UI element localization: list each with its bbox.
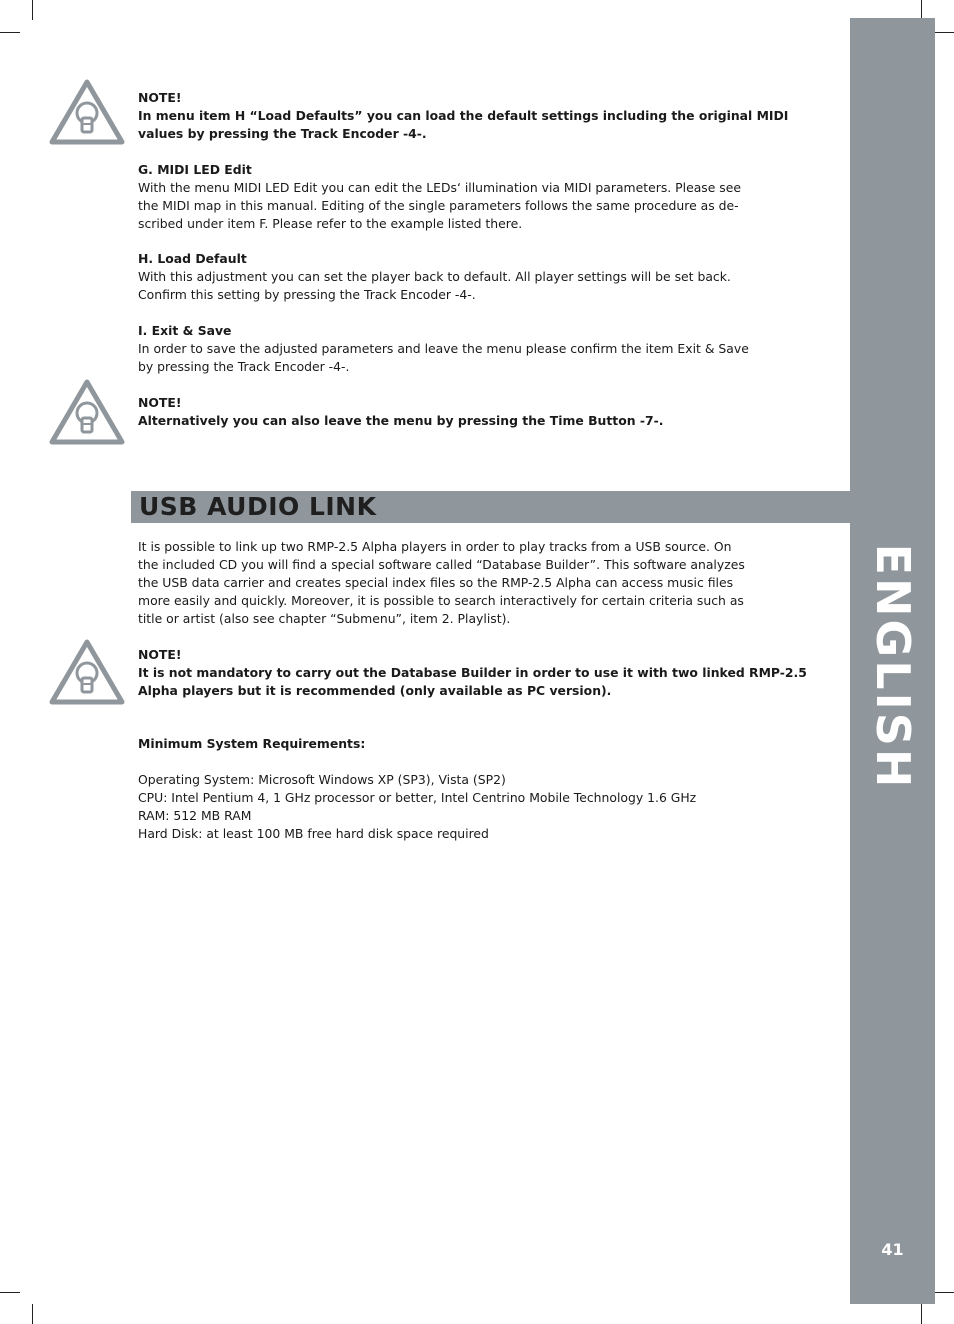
section-load-default [138, 250, 758, 304]
body-line: by pressing the Track Encoder -4-. [138, 359, 350, 374]
body-line: With the menu MIDI LED Edit you can edit the LEDs‘ illumination via MIDI parameters. Please see [138, 180, 742, 195]
crop-mark [934, 1292, 954, 1293]
section-title: USB AUDIO LINK [139, 492, 377, 521]
note-line: In menu item H “Load Defaults” you can load the default settings including the original MIDI [138, 108, 789, 123]
page-number: 41 [881, 1240, 904, 1259]
section-exit-save [138, 322, 758, 376]
requirements-heading: Minimum System Requirements: [138, 736, 366, 751]
crop-mark [921, 1304, 922, 1324]
body-line: the included CD you will find a special software called “Database Builder”. This software analyzes [138, 557, 745, 572]
lightbulb-warning-triangle-icon [48, 638, 126, 706]
crop-mark [32, 1304, 33, 1324]
note-heading: NOTE! [138, 90, 182, 105]
crop-mark [32, 0, 33, 20]
note-heading: NOTE! [138, 647, 182, 662]
body-line: the USB data carrier and creates special index files so the RMP-2.5 Alpha can access music files [138, 575, 734, 590]
crop-mark [934, 32, 954, 33]
section-heading: G. MIDI LED Edit [138, 162, 252, 177]
note-block [138, 394, 758, 430]
section-title-bar [131, 491, 850, 523]
spacer [138, 753, 758, 771]
section-midi-led-edit [138, 161, 758, 233]
body-line: the MIDI map in this manual. Editing of the single parameters follows the same procedure as de- [138, 198, 739, 213]
note-line: Alternatively you can also leave the menu by pressing the Time Button -7-. [138, 413, 664, 428]
language-label [850, 543, 935, 791]
requirement-item: CPU: Intel Pentium 4, 1 GHz processor or better, Intel Centrino Mobile Technology 1.6 GHz [138, 790, 697, 805]
crop-mark [0, 32, 20, 33]
body-line: title or artist (also see chapter “Submenu”, item 2. Playlist). [138, 611, 511, 626]
body-line: It is possible to link up two RMP-2.5 Alpha players in order to play tracks from a USB source. On [138, 539, 732, 554]
note-heading: NOTE! [138, 395, 182, 410]
crop-mark [0, 1292, 20, 1293]
system-requirements [138, 735, 758, 843]
body-line: more easily and quickly. Moreover, it is possible to search interactively for certain criteria such as [138, 593, 744, 608]
body-line: In order to save the adjusted parameters and leave the menu please confirm the item Exit & Save [138, 341, 749, 356]
requirement-item: Operating System: Microsoft Windows XP (SP3), Vista (SP2) [138, 772, 506, 787]
body-line: scribed under item F. Please refer to the example listed there. [138, 216, 523, 231]
note-block [138, 89, 789, 143]
section-heading: I. Exit & Save [138, 323, 232, 338]
body-line: With this adjustment you can set the player back to default. All player settings will be set back. [138, 269, 731, 284]
language-text: ENGLISH [865, 543, 920, 791]
lightbulb-warning-triangle-icon [48, 378, 126, 446]
requirement-item: Hard Disk: at least 100 MB free hard disk space required [138, 826, 489, 841]
crop-mark [921, 0, 922, 20]
note-line: It is not mandatory to carry out the Database Builder in order to use it with two linked RMP-2.5 [138, 665, 807, 680]
usb-audio-link-body [138, 538, 758, 628]
note-line: Alpha players but it is recommended (only available as PC version). [138, 683, 612, 698]
section-heading: H. Load Default [138, 251, 247, 266]
lightbulb-warning-triangle-icon [48, 78, 126, 146]
note-line: values by pressing the Track Encoder -4-. [138, 126, 427, 141]
requirement-item: RAM: 512 MB RAM [138, 808, 252, 823]
body-line: Confirm this setting by pressing the Track Encoder -4-. [138, 287, 476, 302]
note-block [138, 646, 807, 700]
